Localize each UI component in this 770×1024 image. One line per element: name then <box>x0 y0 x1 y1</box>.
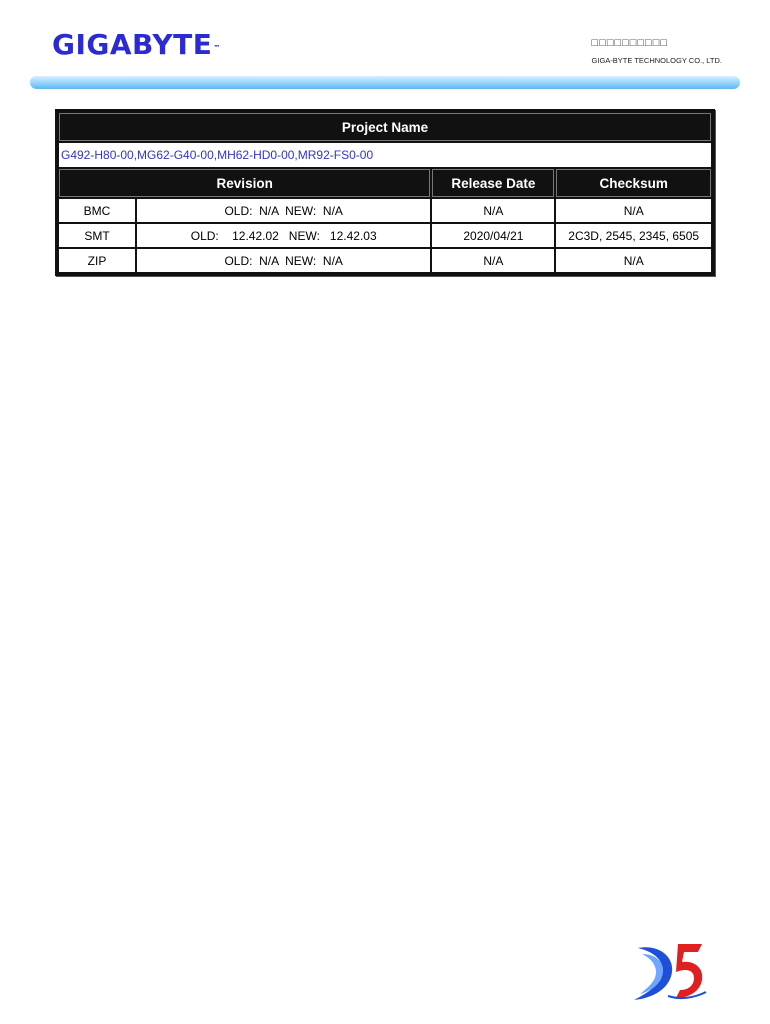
table-row <box>59 249 711 272</box>
stylized-5-logo-icon <box>632 938 708 1004</box>
firmware-table-frame <box>55 109 715 276</box>
project-name-header: Project Name <box>59 113 711 141</box>
header-divider-bar <box>30 76 740 89</box>
logo-trademark: ™ <box>213 44 221 52</box>
row-revision: OLD: 12.42.02 NEW: 12.42.03 <box>137 224 430 247</box>
row-release-date: N/A <box>432 249 554 272</box>
revision-column-header: Revision <box>59 169 430 197</box>
table-row <box>59 224 711 247</box>
row-revision: OLD: N/A NEW: N/A <box>137 249 430 272</box>
logo-text: GIGABYTE <box>52 28 213 61</box>
row-type: SMT <box>59 224 135 247</box>
company-name-native: □□□□□□□□□□ <box>591 37 668 49</box>
column-header-row <box>59 169 711 197</box>
table-row <box>59 199 711 222</box>
row-release-date: N/A <box>432 199 554 222</box>
firmware-table <box>57 111 713 274</box>
row-revision: OLD: N/A NEW: N/A <box>137 199 430 222</box>
company-name-english: GIGA-BYTE TECHNOLOGY CO., LTD. <box>591 56 722 65</box>
row-checksum: N/A <box>556 249 711 272</box>
release-date-column-header: Release Date <box>432 169 554 197</box>
row-checksum: N/A <box>556 199 711 222</box>
row-type: ZIP <box>59 249 135 272</box>
row-release-date: 2020/04/21 <box>432 224 554 247</box>
checksum-column-header: Checksum <box>556 169 711 197</box>
project-value-row <box>59 143 711 167</box>
company-block <box>592 36 722 65</box>
project-header-row <box>59 113 711 141</box>
project-name-value: G492-H80-00,MG62-G40-00,MH62-HD0-00,MR92-FS0-00 <box>59 143 711 167</box>
gigabyte-logo <box>52 28 221 62</box>
row-type: BMC <box>59 199 135 222</box>
row-checksum: 2C3D, 2545, 2345, 6505 <box>556 224 711 247</box>
